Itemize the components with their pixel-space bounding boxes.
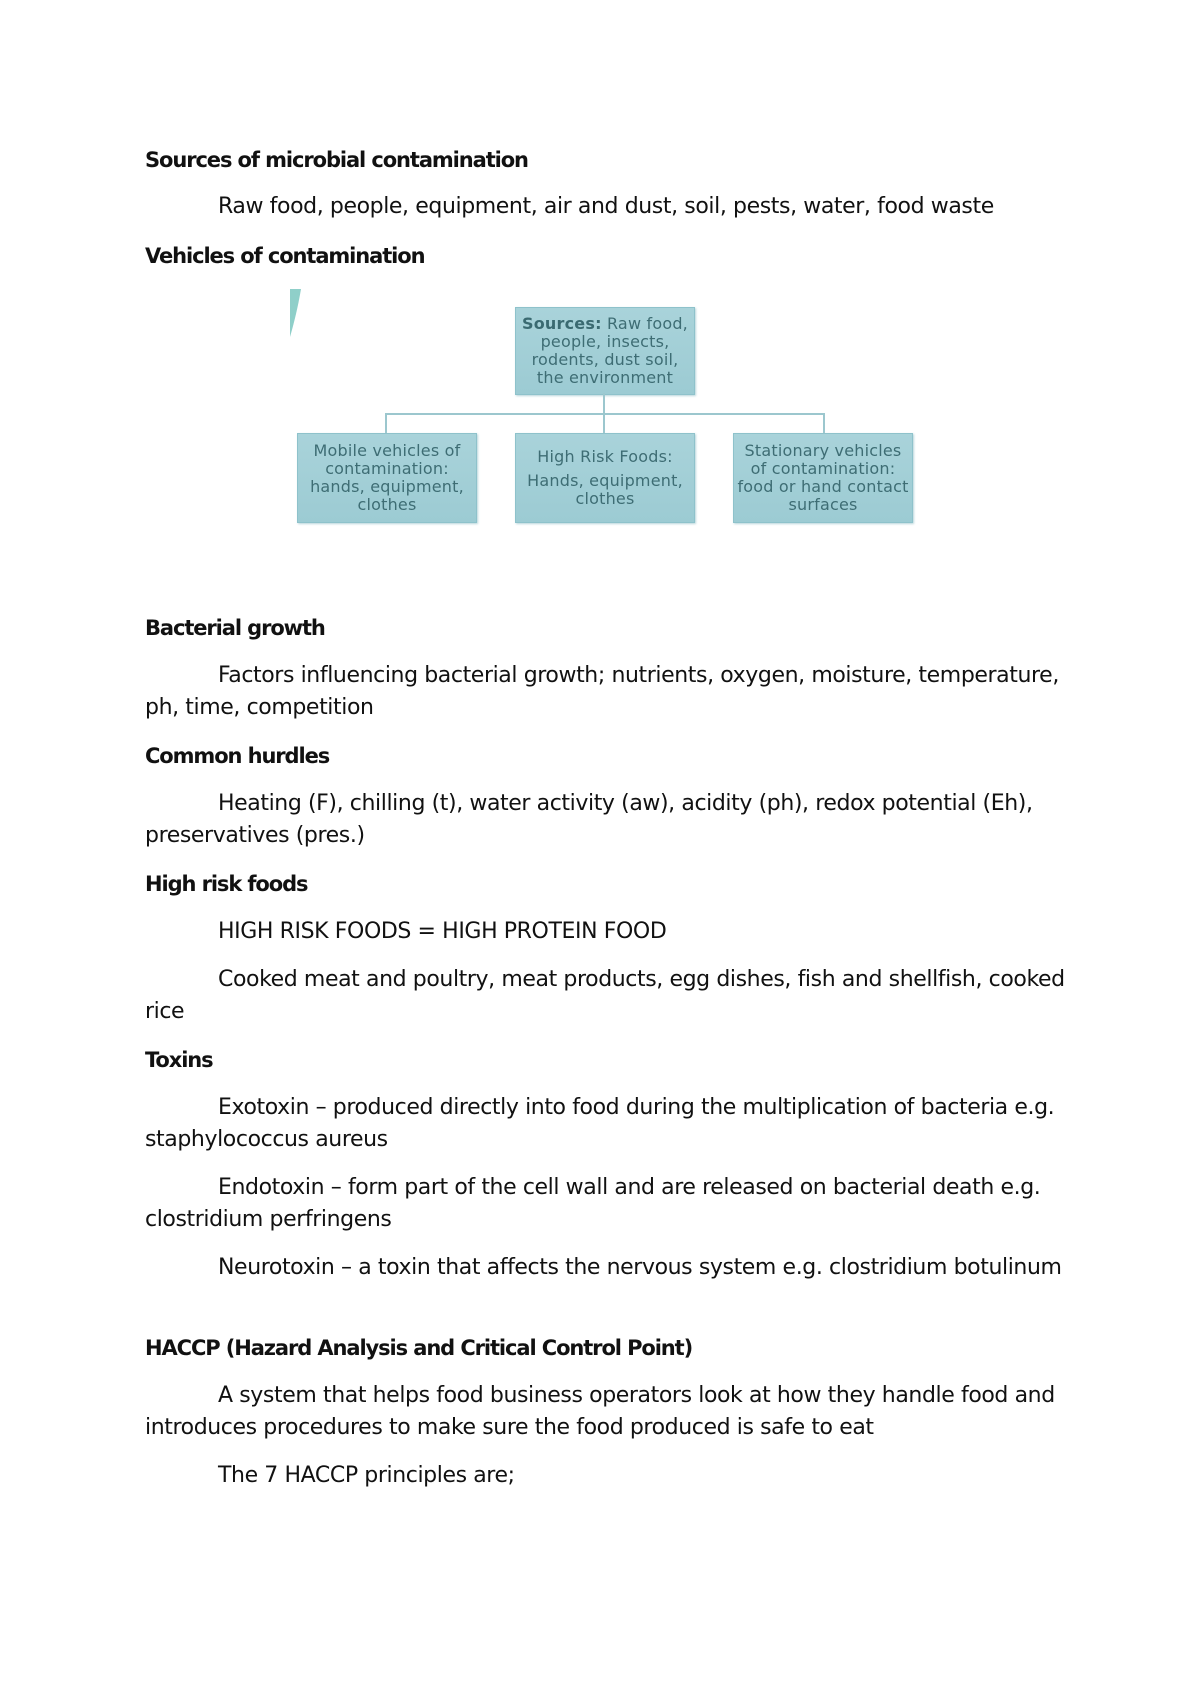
connector-horizontal — [385, 413, 825, 415]
endotoxin-text: Endotoxin – form part of the cell wall and are released on bacterial death e.g. clostridium perfringens — [145, 1175, 1041, 1232]
heading-high-risk-foods: High risk foods — [145, 872, 308, 896]
connector-right — [823, 413, 825, 433]
sources-box-label: Sources: — [522, 314, 602, 333]
heading-vehicles: Vehicles of contamination — [145, 244, 425, 268]
neurotoxin-text: Neurotoxin – a toxin that affects the nervous system e.g. clostridium botulinum — [218, 1255, 1062, 1280]
stationary-vehicles-text: Stationary vehicles of contamination: food or hand contact surfaces — [737, 441, 909, 514]
haccp-text-1: A system that helps food business operators look at how they handle food and introduces procedures to make sure the food produced is safe to eat — [145, 1383, 1055, 1440]
high-risk-text-2: Cooked meat and poultry, meat products, egg dishes, fish and shellfish, cooked rice — [145, 967, 1065, 1024]
connector-middle — [603, 413, 605, 433]
diagram-box-mobile-vehicles — [297, 433, 477, 523]
heading-sources: Sources of microbial contamination — [145, 148, 528, 172]
diagram-box-stationary-vehicles — [733, 433, 913, 523]
haccp-text-2: The 7 HACCP principles are; — [218, 1463, 515, 1488]
heading-toxins: Toxins — [145, 1048, 213, 1072]
heading-common-hurdles: Common hurdles — [145, 744, 330, 768]
connector-vertical-top — [603, 393, 605, 415]
hurdles-text: Heating (F), chilling (t), water activity (aw), acidity (ph), redox potential (Eh), preservatives (pres.) — [145, 791, 1033, 848]
exotoxin-text: Exotoxin – produced directly into food during the multiplication of bacteria e.g. staphylococcus aureus — [145, 1095, 1055, 1152]
sources-text: Raw food, people, equipment, air and dust, soil, pests, water, food waste — [218, 194, 994, 219]
diagram-box-sources — [515, 307, 695, 395]
diagram-box-high-risk-foods — [515, 433, 695, 523]
high-risk-foods-text: Hands, equipment, clothes — [527, 471, 683, 508]
sources-box-text: Raw food, people, insects, rodents, dust soil, the environment — [531, 314, 688, 387]
mobile-vehicles-text: Mobile vehicles of contamination: hands, equipment, clothes — [310, 441, 464, 514]
high-risk-foods-title: High Risk Foods: — [537, 447, 673, 466]
heading-haccp: HACCP (Hazard Analysis and Critical Control Point) — [145, 1336, 693, 1360]
bacterial-growth-text: Factors influencing bacterial growth; nutrients, oxygen, moisture, temperature, ph, time, competition — [145, 663, 1059, 720]
contamination-diagram — [285, 285, 925, 535]
connector-left — [385, 413, 387, 433]
heading-bacterial-growth: Bacterial growth — [145, 616, 325, 640]
high-risk-text-1: HIGH RISK FOODS = HIGH PROTEIN FOOD — [218, 919, 667, 944]
